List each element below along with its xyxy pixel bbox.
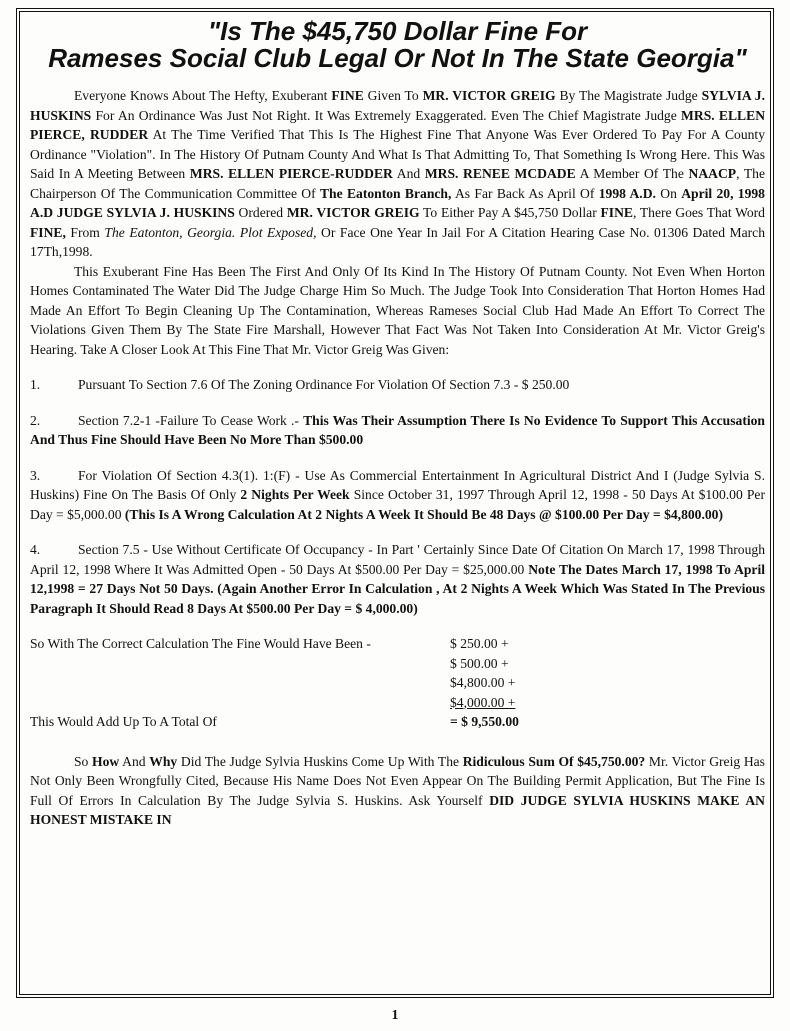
item-text: Section 7.5 - Use Without Certificate Of Occupancy - In Part ' Certainly Since Date Of Citation On March 17, 1998 Through April 12, 1998 Where It Was Admitted Open - 50 Days At $500.00 Per Day = $25,000.00 Note The Dates March 17, 1998 To April 12,1998 = 27 Days Not 50 Days. (Again Another Error In Calculation , At 2 Nights A Week Which Was Stated In The Previous Paragraph It Should Read 8 Days At $500.00 Per Day = $ 4,000.00) bbox=[30, 542, 765, 616]
calc-label: So With The Correct Calculation The Fine Would Have Been - bbox=[30, 636, 371, 651]
bold-text: Note The Dates March 17, 1998 To April 12,1998 = 27 Days Not 50 Days. (Again Another Error In Calculation , At 2 Nights A Week Which Was Stated In The Previous Paragraph It Should Read 8 Days At $500.00 Per Day = $ 4,000.00) bbox=[30, 561, 765, 616]
title-line-1: "Is The $45,750 Dollar Fine For bbox=[207, 16, 588, 46]
bold-text: FINE bbox=[600, 205, 633, 220]
list-item bbox=[30, 375, 765, 395]
fine-items-list bbox=[30, 375, 765, 618]
calc-row bbox=[30, 693, 765, 713]
bold-text: DID JUDGE SYLVIA HUSKINS MAKE AN HONEST MISTAKE IN bbox=[30, 792, 765, 827]
document-body bbox=[30, 14, 765, 830]
calc-value: $ 250.00 + bbox=[450, 636, 509, 651]
paragraph-intro: Everyone Knows About The Hefty, Exuberant FINE Given To MR. VICTOR GREIG By The Magistrate Judge SYLVIA J. HUSKINS For An Ordinance Was Just Not Right. It Was Extremely Exaggerated. Even The Chief Magistrate Judge MRS. ELLEN PIERCE, RUDDER At The Time Verified That This Is The Highest Fine That Anyone Was Ever Ordered To Pay For A County Ordinance "Violation". In The History Of Putnam County And What Is That Admitting To, That Something Is Wrong Here. This Was Said In A Meeting Between MRS. ELLEN PIERCE-RUDDER And MRS. RENEE MCDADE A Member Of The NAACP, The Chairperson Of The Communication Committee Of The Eatonton Branch, As Far Back As April Of 1998 A.D. On April 20, 1998 A.D JUDGE SYLVIA J. HUSKINS Ordered MR. VICTOR GREIG To Either Pay A $45,750 Dollar FINE, There Goes That Word FINE, From The Eatonton, Georgia. Plot Exposed, Or Face One Year In Jail For A Citation Hearing Case No. 01306 Dated March 17Th,1998. bbox=[30, 88, 766, 259]
item-text: Section 7.2-1 -Failure To Cease Work .- This Was Their Assumption There Is No Evidence To Support This Accusation And Thus Fine Should Have Been No More Than $500.00 bbox=[30, 412, 765, 447]
bold-text: SYLVIA J. HUSKINS bbox=[30, 88, 766, 123]
item-number: 1. bbox=[30, 377, 41, 392]
bold-text: April 20, 1998 A.D JUDGE SYLVIA J. HUSKINS bbox=[30, 185, 765, 220]
bold-text: FINE bbox=[331, 88, 364, 103]
calc-row bbox=[30, 673, 765, 693]
bold-text: 1998 A.D. bbox=[598, 185, 656, 201]
bold-text: MR. VICTOR GREIG bbox=[422, 88, 556, 103]
item-number: 3. bbox=[30, 467, 41, 483]
calc-total-row bbox=[30, 712, 765, 732]
calc-row bbox=[30, 634, 765, 654]
item-number: 4. bbox=[30, 542, 41, 557]
paragraph-closing: So How And Why Did The Judge Sylvia Huskins Come Up With The Ridiculous Sum Of $45,750.00? Mr. Victor Greig Has Not Only Been Wrongfully Cited, Because His Name Does Not Even Appear On The Building Permit Application, But The Fine Is Full Of Errors In Calculation By The Judge Sylvia S. Huskins. Ask Yourself DID JUDGE SYLVIA HUSKINS MAKE AN HONEST MISTAKE IN bbox=[30, 753, 765, 827]
calc-total-value: = $ 9,550.00 bbox=[450, 714, 519, 729]
bold-text: Why bbox=[149, 753, 178, 769]
bold-text: How bbox=[92, 753, 120, 769]
calc-row bbox=[30, 654, 765, 674]
corrected-calculation bbox=[30, 634, 765, 732]
bold-text: MRS. ELLEN PIERCE-RUDDER bbox=[189, 166, 393, 181]
paragraph-history: This Exuberant Fine Has Been The First And Only Of Its Kind In The History Of Putnam County. Not Even When Horton Homes Contaminated The Water Did The Judge Charge Him So Much. The Judge Took Into Consideration That Horton Homes Had Made An Effort To Begin Cleaning Up The Contamination, Whereas Rameses Social Club Had Made An Effort To Correct The Violations Given Them By The State Fire Marshall, However That Fact Was Not Taken Into Consideration At Mr. Victor Greig's Hearing. Take A Closer Look At This Fine That Mr. Victor Greig Was Given: bbox=[30, 263, 765, 357]
bold-text: The Eatonton Branch, bbox=[319, 185, 452, 201]
bold-text: NAACP bbox=[688, 166, 737, 181]
bold-text: MRS. RENEE MCDADE bbox=[424, 166, 576, 181]
list-item bbox=[30, 540, 765, 618]
calc-value: $4,800.00 + bbox=[450, 675, 516, 690]
calc-value: $ 500.00 + bbox=[450, 655, 509, 671]
bold-text: MRS. ELLEN PIERCE, RUDDER bbox=[30, 107, 766, 142]
item-number: 2. bbox=[30, 412, 41, 428]
page-title bbox=[30, 18, 765, 72]
list-item bbox=[30, 411, 765, 450]
item-text: For Violation Of Section 4.3(1). 1:(F) - Use As Commercial Entertainment In Agricultural District And I (Judge Sylvia S. Huskins) Fine On The Basis Of Only 2 Nights Per Week Since October 31, 1997 Through April 12, 1998 - 50 Days At $100.00 Per Day = $5,000.00 (This Is A Wrong Calculation At 2 Nights A Week It Should Be 48 Days @ $100.00 Per Day = $4,800.00) bbox=[30, 467, 765, 522]
calc-total-label: This Would Add Up To A Total Of bbox=[30, 714, 217, 729]
bold-text: Ridiculous Sum Of $45,750.00? bbox=[462, 753, 646, 769]
bold-text: FINE, bbox=[30, 224, 66, 240]
bold-text: (This Is A Wrong Calculation At 2 Nights A Week It Should Be 48 Days @ $100.00 Per Day = $4,800.00) bbox=[124, 506, 723, 522]
item-text: Pursuant To Section 7.6 Of The Zoning Ordinance For Violation Of Section 7.3 - $ 250.00 bbox=[78, 377, 570, 392]
bold-text: MR. VICTOR GREIG bbox=[286, 205, 420, 220]
bold-text: This Was Their Assumption There Is No Evidence To Support This Accusation And Thus Fine Should Have Been No More Than $500.00 bbox=[30, 412, 765, 447]
bold-text: 2 Nights Per Week bbox=[240, 487, 350, 502]
italic-text: The Eatonton, Georgia. Plot Exposed, bbox=[104, 224, 317, 240]
list-item bbox=[30, 466, 765, 525]
title-line-2: Rameses Social Club Legal Or Not In The State Georgia" bbox=[48, 43, 747, 73]
calc-value: $4,000.00 + bbox=[450, 694, 516, 710]
page-number: 1 bbox=[391, 1008, 399, 1023]
